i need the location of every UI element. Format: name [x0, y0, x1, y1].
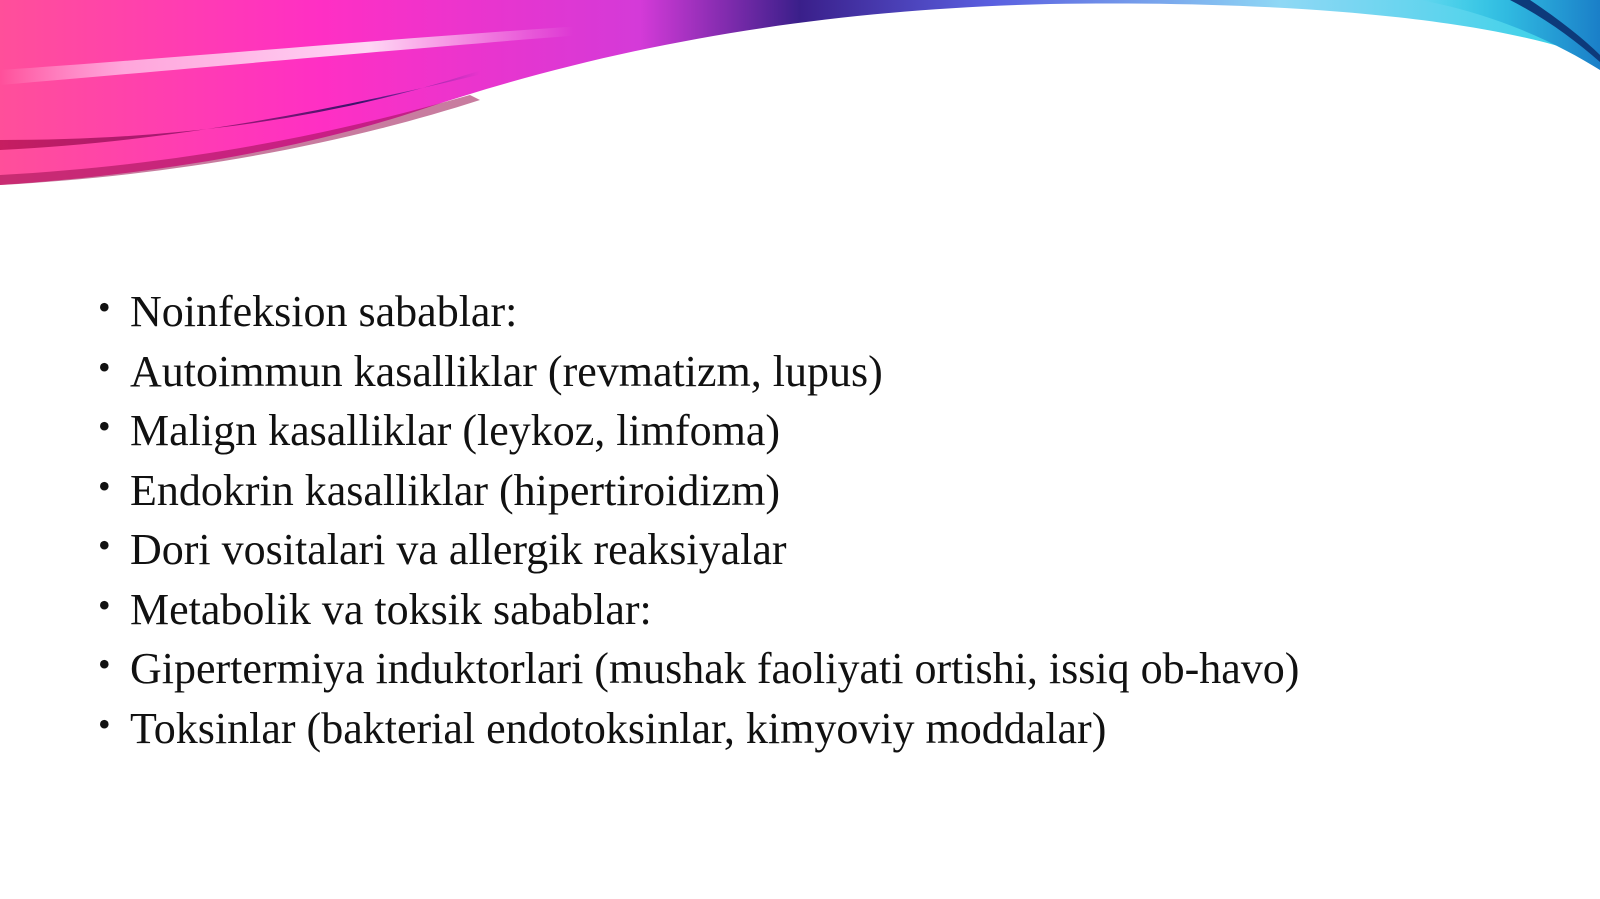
bullet-list — [98, 282, 1299, 758]
list-item — [98, 461, 1299, 521]
bullet-icon: • — [98, 525, 111, 565]
list-item — [98, 342, 1299, 402]
bullet-text: Dori vositalari va allergik reaksiyalar — [130, 525, 787, 574]
bullet-icon: • — [98, 644, 111, 684]
list-item — [98, 639, 1299, 699]
list-item — [98, 282, 1299, 342]
bullet-icon: • — [98, 703, 111, 744]
list-item — [98, 401, 1299, 461]
bullet-text: Gipertermiya induktorlari (mushak faoliyati ortishi, issiq ob-havo) — [130, 644, 1300, 693]
bullet-icon: • — [98, 584, 111, 625]
bullet-text: Noinfeksion sabablar: — [130, 287, 518, 336]
list-item — [98, 699, 1299, 759]
list-item — [98, 520, 1299, 580]
bullet-text: Autoimmun kasalliklar (revmatizm, lupus) — [130, 346, 883, 396]
bullet-icon: • — [98, 287, 111, 327]
bullet-text: Endokrin kasalliklar (hipertiroidizm) — [130, 465, 781, 515]
bullet-icon: • — [98, 406, 111, 446]
bullet-text: Toksinlar (bakterial endotoksinlar, kimyoviy moddalar) — [130, 703, 1107, 753]
bullet-text: Metabolik va toksik sabablar: — [130, 584, 652, 634]
bullet-text: Malign kasalliklar (leykoz, limfoma) — [130, 406, 781, 455]
bullet-icon: • — [98, 346, 111, 387]
bullet-icon: • — [98, 465, 111, 506]
decorative-wave-banner — [0, 0, 1600, 200]
list-item — [98, 580, 1299, 640]
